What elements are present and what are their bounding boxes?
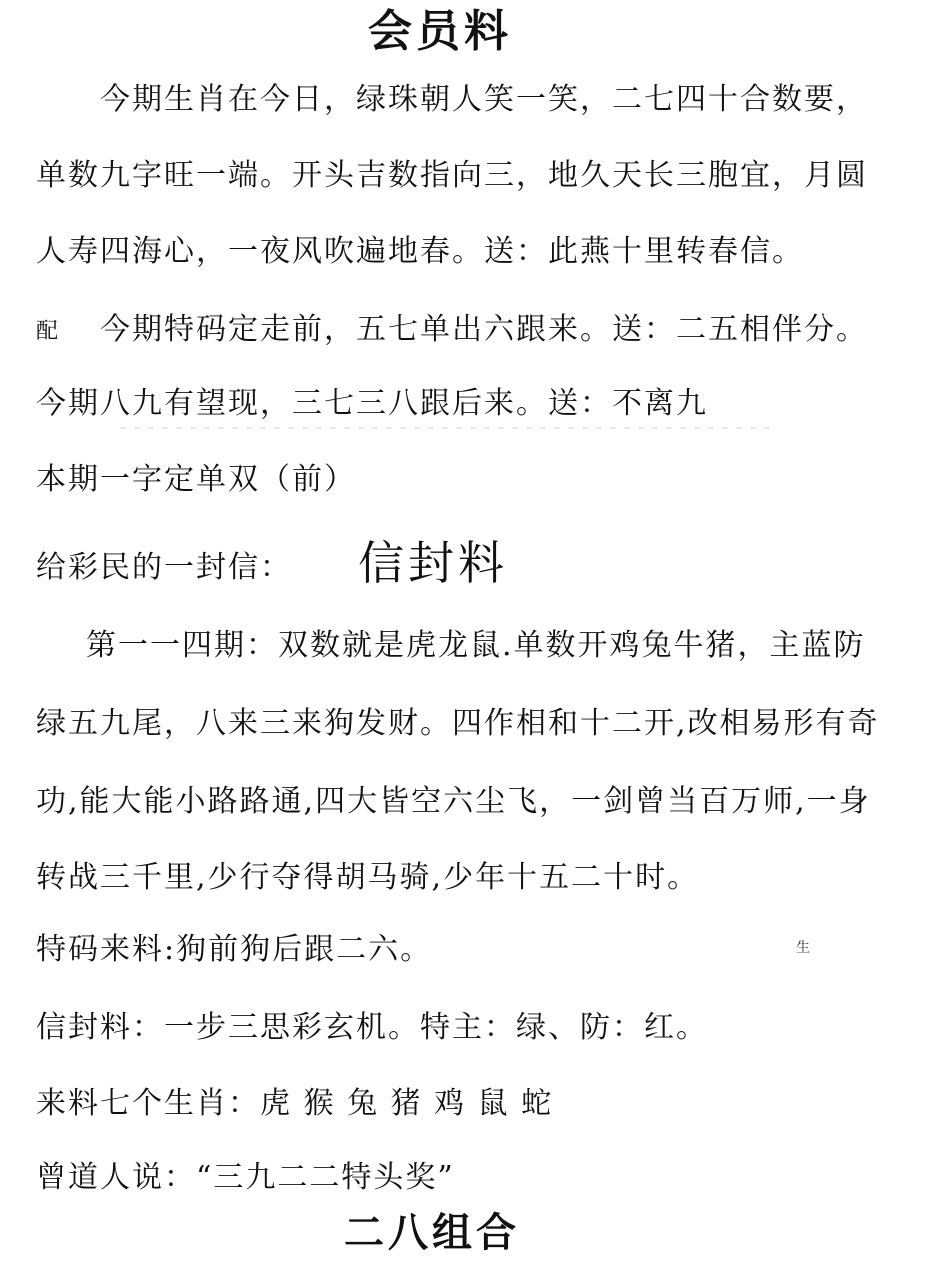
paragraph2-line3: 功,能大能小路路通,四大皆空六尘飞，一剑曾当百万师,一身 xyxy=(36,784,871,819)
paragraph1-line3: 人寿四海心，一夜风吹遍地春。送：此燕十里转春信。 xyxy=(36,234,804,269)
line-bajiu: 今期八九有望现，三七三八跟后来。送：不离九 xyxy=(36,386,708,421)
paragraph1-line1: 今期生肖在今日，绿珠朝人笑一笑，二七四十合数要， xyxy=(100,82,868,117)
scan-artifact-line xyxy=(120,427,770,429)
stray-mark: 生 xyxy=(796,940,810,956)
line-pei: 今期特码定走前，五七单出六跟来。送：二五相伴分。 xyxy=(100,312,868,347)
page-title: 会员料 xyxy=(368,6,512,57)
paragraph2-line1: 第一一四期：双数就是虎龙鼠.单数开鸡兔牛猪，主蓝防 xyxy=(86,628,866,663)
tema-line: 特码来料:狗前狗后跟二六。 xyxy=(36,932,433,967)
daoren-line: 曾道人说：“三九二二特头奖” xyxy=(36,1160,455,1195)
line-danshuang: 本期一字定单双（前） xyxy=(36,462,356,497)
footer-title: 二八组合 xyxy=(344,1209,520,1256)
section2-title: 信封料 xyxy=(358,536,508,590)
pei-label: 配 xyxy=(36,319,61,344)
paragraph1-line2: 单数九字旺一端。开头吉数指向三，地久天长三胞宜，月圆 xyxy=(36,158,868,193)
paragraph2-line4: 转战三千里,少行夺得胡马骑,少年十五二十时。 xyxy=(36,860,700,895)
paragraph2-line2: 绿五九尾，八来三来狗发财。四作相和十二开,改相易形有奇 xyxy=(36,706,880,741)
zodiac-line: 来料七个生肖：虎 猴 兔 猪 鸡 鼠 蛇 xyxy=(36,1086,554,1121)
letter-label: 给彩民的一封信： xyxy=(36,550,292,585)
xinfeng-line: 信封料：一步三思彩玄机。特主：绿、防：红。 xyxy=(36,1010,708,1045)
